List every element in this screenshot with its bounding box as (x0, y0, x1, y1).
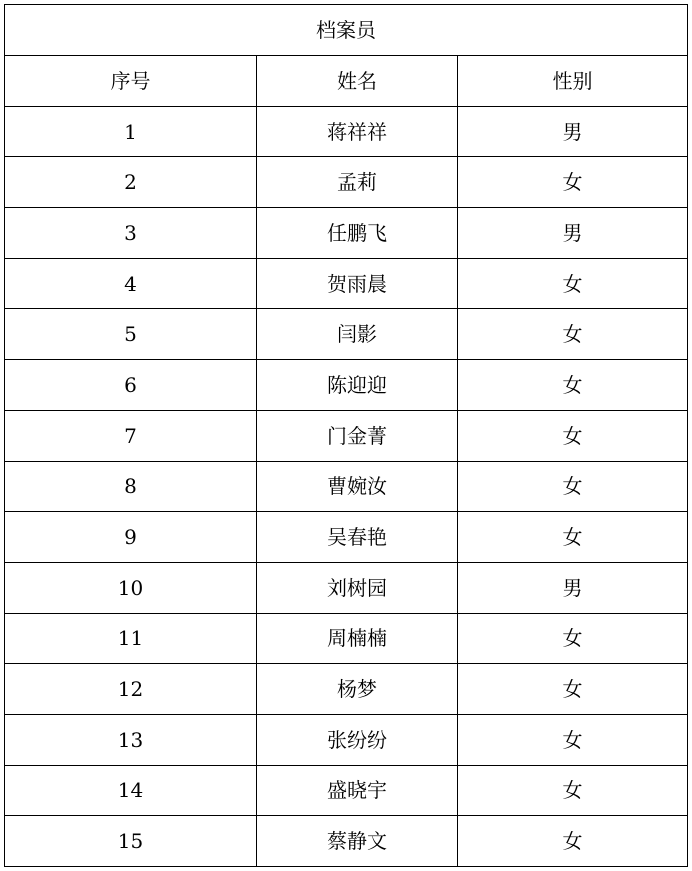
cell-name: 贺雨晨 (257, 258, 458, 309)
table-row (5, 461, 688, 512)
table-row (5, 562, 688, 613)
cell-gender: 女 (458, 309, 688, 360)
cell-number: 6 (5, 360, 257, 411)
table-row (5, 410, 688, 461)
cell-gender: 女 (458, 714, 688, 765)
cell-gender: 男 (458, 562, 688, 613)
cell-number: 4 (5, 258, 257, 309)
cell-name: 杨梦 (257, 664, 458, 715)
cell-gender: 女 (458, 360, 688, 411)
table-row (5, 816, 688, 867)
column-header-name: 姓名 (257, 56, 458, 107)
cell-gender: 女 (458, 765, 688, 816)
cell-number: 3 (5, 208, 257, 259)
cell-gender: 女 (458, 258, 688, 309)
cell-number: 13 (5, 714, 257, 765)
table-row (5, 613, 688, 664)
table-body (5, 106, 688, 866)
cell-name: 蔡静文 (257, 816, 458, 867)
cell-name: 盛晓宇 (257, 765, 458, 816)
cell-number: 9 (5, 512, 257, 563)
cell-name: 张纷纷 (257, 714, 458, 765)
cell-number: 15 (5, 816, 257, 867)
cell-number: 8 (5, 461, 257, 512)
table-row (5, 765, 688, 816)
cell-gender: 女 (458, 816, 688, 867)
cell-number: 10 (5, 562, 257, 613)
table-row (5, 309, 688, 360)
cell-number: 11 (5, 613, 257, 664)
table-row (5, 512, 688, 563)
table-row (5, 360, 688, 411)
table-row (5, 664, 688, 715)
cell-gender: 女 (458, 512, 688, 563)
cell-name: 蒋祥祥 (257, 106, 458, 157)
column-header-number: 序号 (5, 56, 257, 107)
table-title-row (5, 5, 688, 56)
cell-name: 门金菁 (257, 410, 458, 461)
table-header-row (5, 56, 688, 107)
table-row (5, 208, 688, 259)
cell-gender: 女 (458, 157, 688, 208)
cell-number: 5 (5, 309, 257, 360)
cell-gender: 男 (458, 208, 688, 259)
cell-name: 吴春艳 (257, 512, 458, 563)
table-row (5, 157, 688, 208)
table-row (5, 714, 688, 765)
cell-name: 孟莉 (257, 157, 458, 208)
cell-gender: 女 (458, 613, 688, 664)
column-header-gender: 性别 (458, 56, 688, 107)
cell-number: 1 (5, 106, 257, 157)
table-row (5, 258, 688, 309)
cell-number: 2 (5, 157, 257, 208)
cell-gender: 女 (458, 664, 688, 715)
archivist-sheet (4, 4, 687, 867)
cell-number: 12 (5, 664, 257, 715)
cell-gender: 男 (458, 106, 688, 157)
table-title: 档案员 (5, 5, 688, 56)
cell-number: 7 (5, 410, 257, 461)
cell-gender: 女 (458, 461, 688, 512)
cell-name: 刘树园 (257, 562, 458, 613)
table-row (5, 106, 688, 157)
cell-gender: 女 (458, 410, 688, 461)
cell-name: 陈迎迎 (257, 360, 458, 411)
cell-name: 任鹏飞 (257, 208, 458, 259)
cell-name: 闫影 (257, 309, 458, 360)
archivist-table (4, 4, 688, 867)
cell-number: 14 (5, 765, 257, 816)
cell-name: 周楠楠 (257, 613, 458, 664)
cell-name: 曹婉汝 (257, 461, 458, 512)
